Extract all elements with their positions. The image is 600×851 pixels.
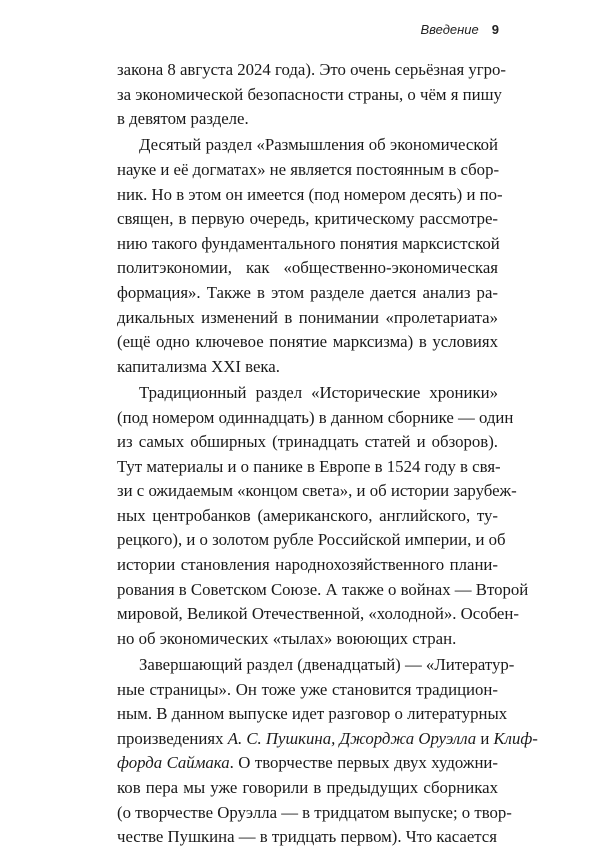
text-line xyxy=(117,776,498,801)
text-line xyxy=(117,306,498,331)
text-line xyxy=(117,381,498,406)
text-span: ным. В данном выпуске идет разговор о литературных xyxy=(117,704,508,724)
paragraph xyxy=(117,381,529,652)
text-line xyxy=(117,183,503,208)
text-line xyxy=(117,825,498,850)
text-span: из самых обширных (тринадцать статей и обзоров). xyxy=(117,432,498,452)
text-span: в девятом разделе. xyxy=(117,109,249,129)
text-line xyxy=(117,133,498,158)
page-number: 9 xyxy=(491,22,499,37)
text-span: честве Пушкина — в тридцать первом). Что касается xyxy=(117,827,497,847)
text-span: и xyxy=(476,728,494,748)
running-header xyxy=(420,22,499,37)
text-line xyxy=(117,455,501,480)
text-span: рецкого), и о золотом рубле Российской империи, и об xyxy=(117,530,506,550)
text-line xyxy=(117,281,498,306)
text-span: ных центробанков (американского, английского, ту- xyxy=(117,505,498,525)
text-line xyxy=(117,627,498,652)
text-span: мировой, Великой Отечественной, «холодной». Особен- xyxy=(117,604,519,624)
text-span: за экономической безопасности страны, о чём я пишу xyxy=(117,84,502,104)
paragraph xyxy=(117,133,503,379)
text-span: (ещё одно ключевое понятие марксизма) в условиях xyxy=(117,332,498,352)
text-line xyxy=(117,83,502,108)
text-line xyxy=(117,232,498,257)
text-line xyxy=(117,58,507,83)
text-span: ник. Но в этом он имеется (под номером десять) и по- xyxy=(117,184,503,204)
text-line xyxy=(117,602,519,627)
text-span: . О творчестве первых двух художни- xyxy=(229,753,498,773)
text-span: рования в Советском Союзе. А также о войнах — Второй xyxy=(117,579,529,599)
text-line xyxy=(117,158,498,183)
text-line xyxy=(117,107,498,132)
text-line xyxy=(117,430,498,455)
text-line xyxy=(117,678,498,703)
text-span: ные страницы». Он тоже уже становится традицион- xyxy=(117,679,498,699)
text-line xyxy=(117,528,506,553)
text-line xyxy=(117,653,515,678)
text-line xyxy=(117,702,508,727)
italic-span: А. С. Пушкина, Джорджа Оруэлла xyxy=(227,728,477,748)
text-span: формация». Также в этом разделе дается анализ ра- xyxy=(117,282,498,302)
text-line xyxy=(117,578,529,603)
text-line xyxy=(117,406,514,431)
text-span: произведениях xyxy=(117,728,228,748)
text-line xyxy=(117,207,498,232)
text-line xyxy=(117,256,498,281)
text-line xyxy=(117,479,517,504)
text-line xyxy=(117,727,538,752)
text-span: (о творчестве Оруэлла — в тридцатом выпуске; о твор- xyxy=(117,802,512,822)
paragraph xyxy=(117,653,538,850)
text-span: но об экономических «тылах» воюющих стран. xyxy=(117,628,457,648)
section-title: Введение xyxy=(420,22,479,37)
text-span: ков пера мы уже говорили в предыдущих сборниках xyxy=(117,778,498,797)
text-line xyxy=(117,330,498,355)
text-span: дикальных изменений в понимании «пролетариата» xyxy=(117,307,498,327)
text-span: Традиционный раздел «Исторические хроники» xyxy=(139,382,498,402)
text-span: истории становления народнохозяйственного плани- xyxy=(117,555,498,575)
text-span: капитализма XXI века. xyxy=(117,356,280,376)
text-span: науке и её догматах» не является постоянным в сбор- xyxy=(117,159,500,179)
paragraph xyxy=(117,58,507,132)
text-line xyxy=(117,553,498,578)
italic-span: Клиф- xyxy=(493,728,538,748)
text-span: нию такого фундаментального понятия марксистской xyxy=(117,233,500,253)
text-span: политэкономии, как «общественно-экономическая xyxy=(117,258,498,278)
italic-span: форда Саймака xyxy=(117,753,230,773)
text-span: священ, в первую очередь, критическому рассмотре- xyxy=(117,209,498,229)
text-span: закона 8 августа 2024 года). Это очень серьёзная угро- xyxy=(117,60,507,79)
body-text xyxy=(117,58,538,851)
text-span: Десятый раздел «Размышления об экономической xyxy=(139,135,498,155)
text-span: (под номером одиннадцать) в данном сборнике — один xyxy=(117,407,514,427)
text-span: Тут материалы и о панике в Европе в 1524 году в свя- xyxy=(117,456,501,476)
text-line xyxy=(117,355,498,380)
text-line xyxy=(117,504,498,529)
text-span: зи с ожидаемым «концом света», и об истории зарубеж- xyxy=(117,481,517,501)
text-span: Завершающий раздел (двенадцатый) — «Литератур- xyxy=(139,655,515,675)
text-line xyxy=(117,801,512,826)
text-line xyxy=(117,751,498,776)
